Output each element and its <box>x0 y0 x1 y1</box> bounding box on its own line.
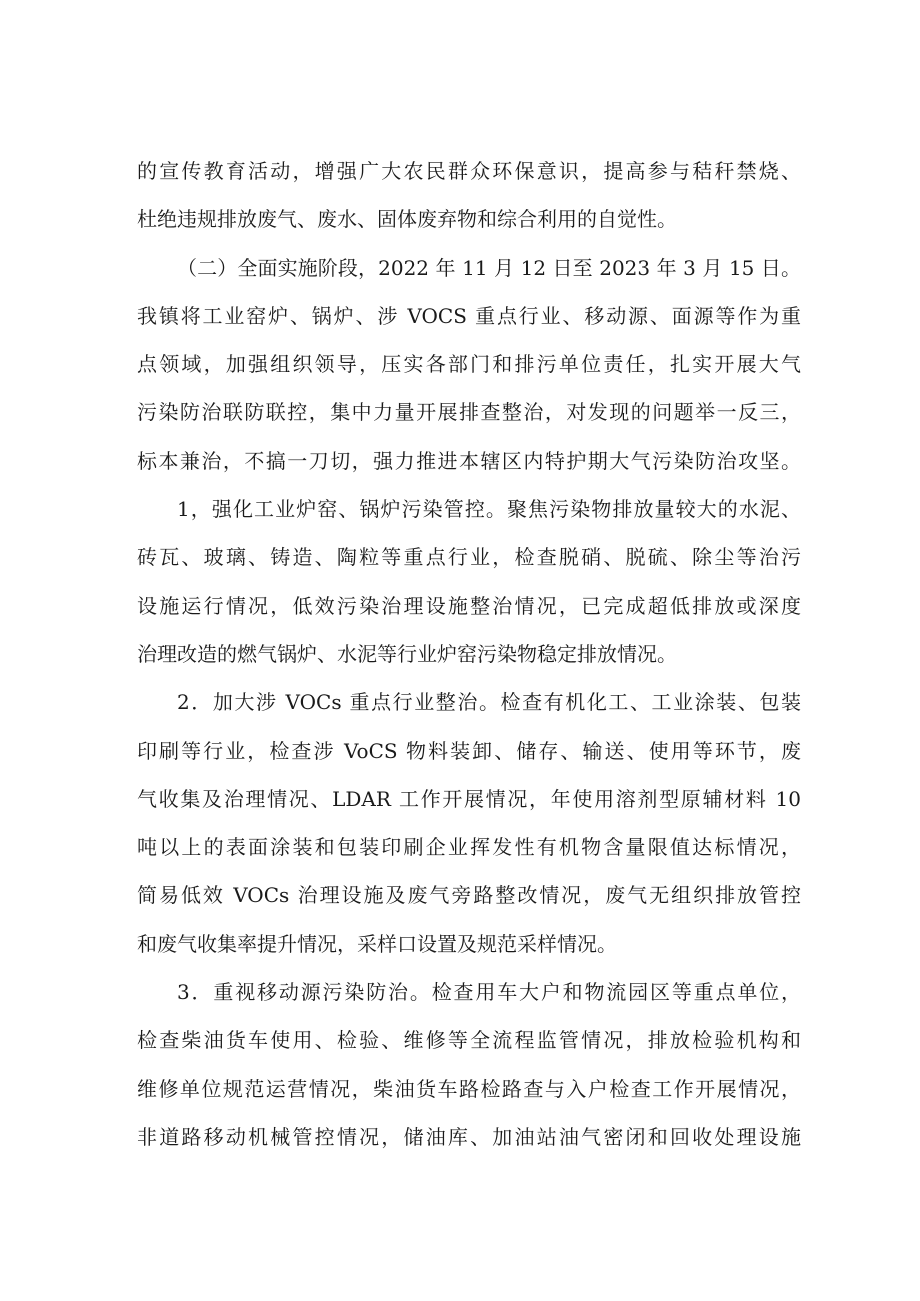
text-line: 简易低效 VOCs 治理设施及废气旁路整改情况，废气无组织排放管控 <box>137 883 801 908</box>
text-line: 治理改造的燃气锅炉、水泥等行业炉窑污染物稳定排放情况。 <box>137 641 677 666</box>
text-line: 设施运行情况，低效污染治理设施整治情况，已完成超低排放或深度 <box>137 593 801 618</box>
text-line: 吨以上的表面涂装和包装印刷企业挥发性有机物含量限值达标情况， <box>137 835 801 860</box>
section-heading-line: （二）全面实施阶段，2022 年 11 月 12 日至 2023 年 3 月 15 日。 <box>177 255 801 280</box>
text-line: 砖瓦、玻璃、铸造、陶粒等重点行业，检查脱硝、脱硫、除尘等治污 <box>137 545 801 570</box>
text-line: 杜绝违规排放废气、废水、固体废弃物和综合利用的自觉性。 <box>137 207 677 232</box>
text-line: 和废气收集率提升情况，采样口设置及规范采样情况。 <box>137 931 617 956</box>
text-line: 标本兼治，不搞一刀切，强力推进本辖区内特护期大气污染防治攻坚。 <box>137 448 801 473</box>
text-line: 非道路移动机械管控情况，储油库、加油站油气密闭和回收处理设施 <box>137 1124 801 1149</box>
text-line: 我镇将工业窑炉、锅炉、涉 VOCS 重点行业、移动源、面源等作为重 <box>137 303 801 328</box>
item-heading-line: 1，强化工业炉窑、锅炉污染管控。聚焦污染物排放量较大的水泥、 <box>177 497 801 522</box>
text-line: 检查柴油货车使用、检验、维修等全流程监管情况，排放检验机构和 <box>137 1028 801 1053</box>
text-line: 印刷等行业，检查涉 VoCS 物料装卸、储存、输送、使用等环节，废 <box>137 738 801 763</box>
text-line: 维修单位规范运营情况，柴油货车路检路查与入户检查工作开展情况， <box>137 1076 801 1101</box>
body-text <box>137 154 801 1168</box>
item-heading-line: 2．加大涉 VOCs 重点行业整治。检查有机化工、工业涂装、包装 <box>177 690 801 715</box>
text-line: 污染防治联防联控，集中力量开展排查整治，对发现的问题举一反三， <box>137 400 801 425</box>
text-line: 点领域，加强组织领导，压实各部门和排污单位责任，扎实开展大气 <box>137 352 801 377</box>
text-line: 的宣传教育活动，增强广大农民群众环保意识，提高参与秸秆禁烧、 <box>137 159 801 183</box>
item-heading-line: 3．重视移动源污染防治。检查用车大户和物流园区等重点单位， <box>177 980 801 1005</box>
text-line: 气收集及治理情况、LDAR 工作开展情况，年使用溶剂型原辅材料 10 <box>137 786 801 811</box>
